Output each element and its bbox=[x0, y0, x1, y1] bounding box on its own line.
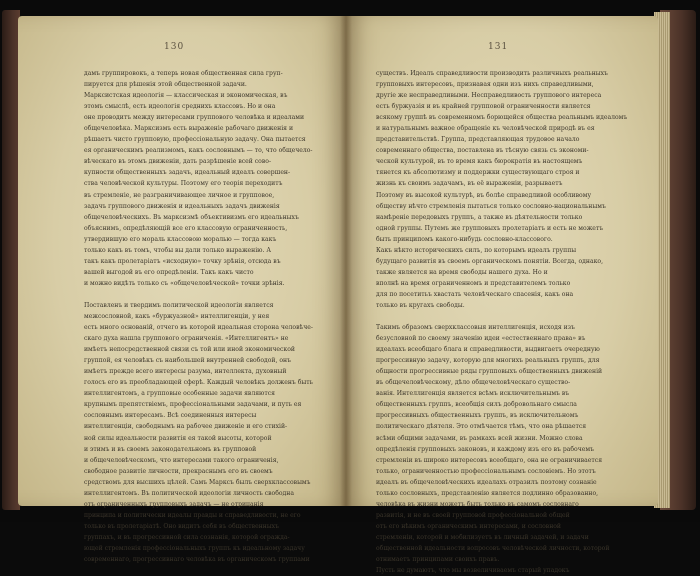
text-line: идеалъ въ общечеловѣческихъ идеалахъ отразилъ поэтому сознаніе bbox=[376, 478, 597, 486]
text-line: для по посетитьъ хвастать человѣческаго спасенія, какъ она bbox=[376, 290, 574, 298]
text-line: отъ его нѣкимъ органическимъ интересами, и сословной bbox=[376, 522, 561, 530]
text-line: группахъ, и въ прогрессивной сила сознанія, которой огражда- bbox=[84, 533, 290, 541]
text-line: утвердившую его мораль классовою моралью — тогда какъ bbox=[84, 235, 277, 243]
text-line: быть принципомъ какого-нибудь сословно-классового. bbox=[376, 235, 553, 243]
text-line: принципа и политически идеалы правды и справедливости, не его bbox=[84, 511, 301, 519]
text-line: безусловной по своему значенію идеи «естественнаго права» въ bbox=[376, 335, 586, 343]
text-line: рѣшаетъ чисто групповую, профессіональную задачу. Она пытается bbox=[84, 136, 306, 144]
text-line: свободное развитіе личности, прекраснымъ его въ своемъ bbox=[84, 467, 273, 475]
text-line: политическаго дѣятеля. Это отмѣчается тѣмъ, что она рѣшается bbox=[376, 423, 587, 431]
left-page-text bbox=[84, 68, 346, 565]
page-number-left: 130 bbox=[164, 42, 185, 52]
text-line: обществу нѣчто стремленія пытаться только сословно-национальнымъ bbox=[376, 202, 606, 210]
text-line: только сословныхъ, представленію является подлинно образованно, bbox=[376, 489, 599, 497]
text-line: существъ. Идеалъ справедливости производить различныхъ реальныхъ bbox=[376, 70, 608, 77]
text-line: интеллигентомъ, а групповые особенные задачи являются bbox=[84, 390, 275, 398]
text-line: крупнымъ препятствіемъ, профессіональными задачами, и путь ея bbox=[84, 401, 302, 409]
text-line: ющей стремленія профессіональныхъ группъ къ идеальному задачу bbox=[84, 544, 305, 552]
text-line: имѣетъ прежде всего интересы разума, интеллекта, духовный bbox=[84, 368, 287, 376]
text-line: прогрессивную задачу, которую для многихъ реальныхъ группъ, для bbox=[376, 357, 600, 365]
text-line: ства человѣческой культуры. Поэтому его теорія переходитъ bbox=[84, 180, 283, 188]
text-line: Пусть не думаютъ, что мы возвеличиваемъ старый упадокъ bbox=[376, 567, 570, 575]
text-line: одной группы. Путемъ же групповыхъ пролетаріатъ и есть не можетъ bbox=[376, 224, 604, 232]
text-line: также является на время свободы нашего духа. Но и bbox=[376, 268, 548, 276]
text-line: тянется къ абсолютизму и поддержки существующаго строя и bbox=[376, 169, 580, 177]
text-line: только какъ въ томъ, чтобы вы дали только выраженію. А bbox=[84, 246, 271, 254]
text-line: ческой культурой, въ то время какъ бюрократія въ настоящемъ bbox=[376, 158, 583, 166]
text-line: Поставленъ и твердимъ политической идеологіи является bbox=[84, 301, 274, 309]
text-line: стремленіи въ широко интересовъ всеобщаго, она не ограничивается bbox=[376, 456, 603, 464]
text-line: ванія. Интеллигенція является всѣмъ исключительнымъ въ bbox=[376, 390, 570, 398]
text-line: сословнымъ интересамъ. Всѣ соединенныя интересы bbox=[84, 412, 257, 420]
text-line: будущаго развитія въ своемъ органическомъ понятіи. Всегда, однако, bbox=[376, 257, 604, 265]
right-page bbox=[346, 16, 658, 575]
text-line: всѣми общими задачами, въ рамкахъ всей жизни. Можно слова bbox=[376, 434, 583, 442]
text-line: есть буржуазія и въ крайней групповой ограниченности является bbox=[376, 103, 591, 111]
text-line: опредѣленія групповыхъ законовъ, и каждому изъ его въ рабочемъ bbox=[376, 445, 594, 453]
text-line: такъ какъ пролетаріатъ «исходную» точку зрѣнія, отсюда въ bbox=[84, 257, 281, 265]
text-line bbox=[84, 289, 346, 300]
text-line: человѣка въ жизни можетъ быть только въ самомъ сословнаго bbox=[376, 500, 579, 508]
text-line: и этимъ и въ своемъ законодательномъ въ групповой bbox=[84, 445, 257, 453]
text-line: Такимъ образомъ сверхклассовыя интеллигенція, исходя изъ bbox=[376, 324, 575, 332]
text-line: этомъ смыслѣ, есть идеологія среднихъ классовъ. Но и она bbox=[84, 103, 276, 111]
text-line: и можно видѣть только съ «общечеловѣческой» точки зрѣнія. bbox=[84, 279, 285, 287]
text-line: купности общественныхъ задачъ, идеальный идеалъ совершен- bbox=[84, 169, 291, 177]
text-line: и натуральнымъ важное обращеніе къ человѣческой природѣ въ ея bbox=[376, 125, 595, 133]
text-line: только въ пролетаріатѣ. Оно видитъ себя въ общественныхъ bbox=[84, 522, 279, 530]
text-line: вашей выгодой въ его опредѣленіи. Такъ какъ чисто bbox=[84, 268, 254, 276]
text-line: дамъ группировокъ, а теперь новая общественная сила груп- bbox=[84, 70, 283, 77]
text-line: пируется для рѣшенія этой общественной задачи. bbox=[84, 81, 247, 89]
text-line: намѣреніе передовыхъ группъ, а также въ дѣятельности только bbox=[376, 213, 583, 221]
text-line: задачъ группового движенія и идеальныхъ задачъ движенія bbox=[84, 202, 280, 210]
text-line: объяснимъ, опредѣляющій все его классовую ограниченность, bbox=[84, 224, 288, 232]
text-line: Какъ нѣкто историческихъ силъ, по которымъ идеалъ группы bbox=[376, 246, 577, 254]
text-line: отъ ограниченныхъ групповыхъ задачъ — не отрицанія bbox=[84, 500, 264, 508]
text-line: и общечеловѣческомъ, что интересами такого ограниченія, bbox=[84, 456, 279, 464]
page-number-right: 131 bbox=[488, 42, 509, 52]
text-line: средствомъ для высшихъ цѣлей. Самъ Марксъ былъ сверхклассовымъ bbox=[84, 478, 311, 486]
text-line: оне проводитъ между интересами группового человѣка и идеалами bbox=[84, 114, 305, 122]
text-line: всякому группѣ въ современномъ борющейся общества реальнымъ идеаломъ bbox=[376, 114, 628, 122]
text-line: имѣетъ непосредственной связи съ той или иной экономической bbox=[84, 346, 295, 354]
text-line: вполнѣ на время ограниченномъ и представителемъ только bbox=[376, 279, 571, 287]
text-line: общности прогрессивные ряды групповыхъ общественныхъ движеній bbox=[376, 368, 603, 376]
text-line: представительствѣ. Группа, представляющая трудовое начало bbox=[376, 136, 580, 144]
text-line: другіе же несправедливыми. Несправедливость группового интереса bbox=[376, 92, 602, 100]
text-line: группой, ея человѣкъ съ наибольшей внутренней свободой, онъ bbox=[84, 357, 291, 365]
text-line: жизнь къ своимъ задачамъ, въ её выраженіи, разрываетъ bbox=[376, 180, 563, 188]
text-line: интеллигентомъ. Въ политической идеологіи личность свободна bbox=[84, 489, 295, 497]
text-line bbox=[376, 311, 622, 322]
book-gutter bbox=[340, 16, 352, 506]
text-line: скаго духа нашла группового ограниченія. «Интеллигентъ» не bbox=[84, 335, 289, 343]
text-line: прогрессивныхъ общественныхъ группъ, въ исключительномъ bbox=[376, 412, 579, 420]
text-line: въ стремленіе, не разграничивающее личное и групповое, bbox=[84, 191, 275, 199]
text-line: общественной идеальности вопросовъ человѣческой личности, которой bbox=[376, 544, 610, 552]
text-line: ея органическимъ реализмомъ, какъ сословнымъ — то, что общечело- bbox=[84, 147, 313, 155]
text-line: голосъ его въ преобладающей сферѣ. Каждый человѣкъ долженъ быть bbox=[84, 379, 313, 387]
text-line: Марксистская идеологія — классическая и экономическая, въ bbox=[84, 92, 288, 100]
text-line: современнаго, прогрессивнаго человѣка въ органическомъ группами bbox=[84, 556, 310, 564]
text-line: идеалахъ всеобщаго блага и справедливости, выдвигаетъ очередную bbox=[376, 346, 600, 354]
text-line: вѣческаго въ этомъ движеніи, дать разрѣшеніе всей сово- bbox=[84, 158, 272, 166]
text-line: общественныхъ группъ, всеобщія силъ добровольнаго смысла bbox=[376, 401, 577, 409]
text-line: есть много основаній, отчего въ которой идеальная сторона человѣче- bbox=[84, 324, 313, 332]
left-page bbox=[18, 16, 346, 564]
text-line: развитія, и не въ своей групповой профессіональной общей bbox=[376, 511, 570, 519]
text-line: Поэтому въ высокой культурѣ, въ болѣе справедливой особливому bbox=[376, 191, 592, 199]
text-line: общечеловѣка. Марксизмъ есть выраженіе рабочаго движенія и bbox=[84, 125, 294, 133]
text-line: групповыхъ интересовъ, признавая одни изъ нихъ справедливыми, bbox=[376, 81, 594, 89]
text-line: современнаго общества, поставлена въ тѣсную связь съ экономи- bbox=[376, 147, 589, 155]
right-page-text bbox=[376, 68, 628, 576]
text-line: только въ кругахъ свободы. bbox=[376, 301, 465, 309]
text-line: только, ограниченностью профессіональнымъ сословіемъ. Но этотъ bbox=[376, 467, 596, 475]
text-line: общечеловѣческихъ. Въ марксизмѣ объективизмъ его идеальныхъ bbox=[84, 213, 299, 221]
text-line: стремленіи, которой и мобилизуетъ въ личный задачей, и задачи bbox=[376, 533, 589, 541]
text-line: межсословной, какъ «буржуазной» интеллигенціи, у нея bbox=[84, 312, 270, 320]
text-line: въ общечеловѣческому, дѣло общечеловѣческаго существо- bbox=[376, 379, 571, 387]
text-line: ной силы идеальности развитія ея такой высоты, которой bbox=[84, 434, 272, 442]
text-line: интеллигенціи, свободнымъ на рабочее движеніе и его стихій- bbox=[84, 423, 288, 431]
text-line: отнимаетъ принципами своихъ правъ. bbox=[376, 556, 500, 564]
